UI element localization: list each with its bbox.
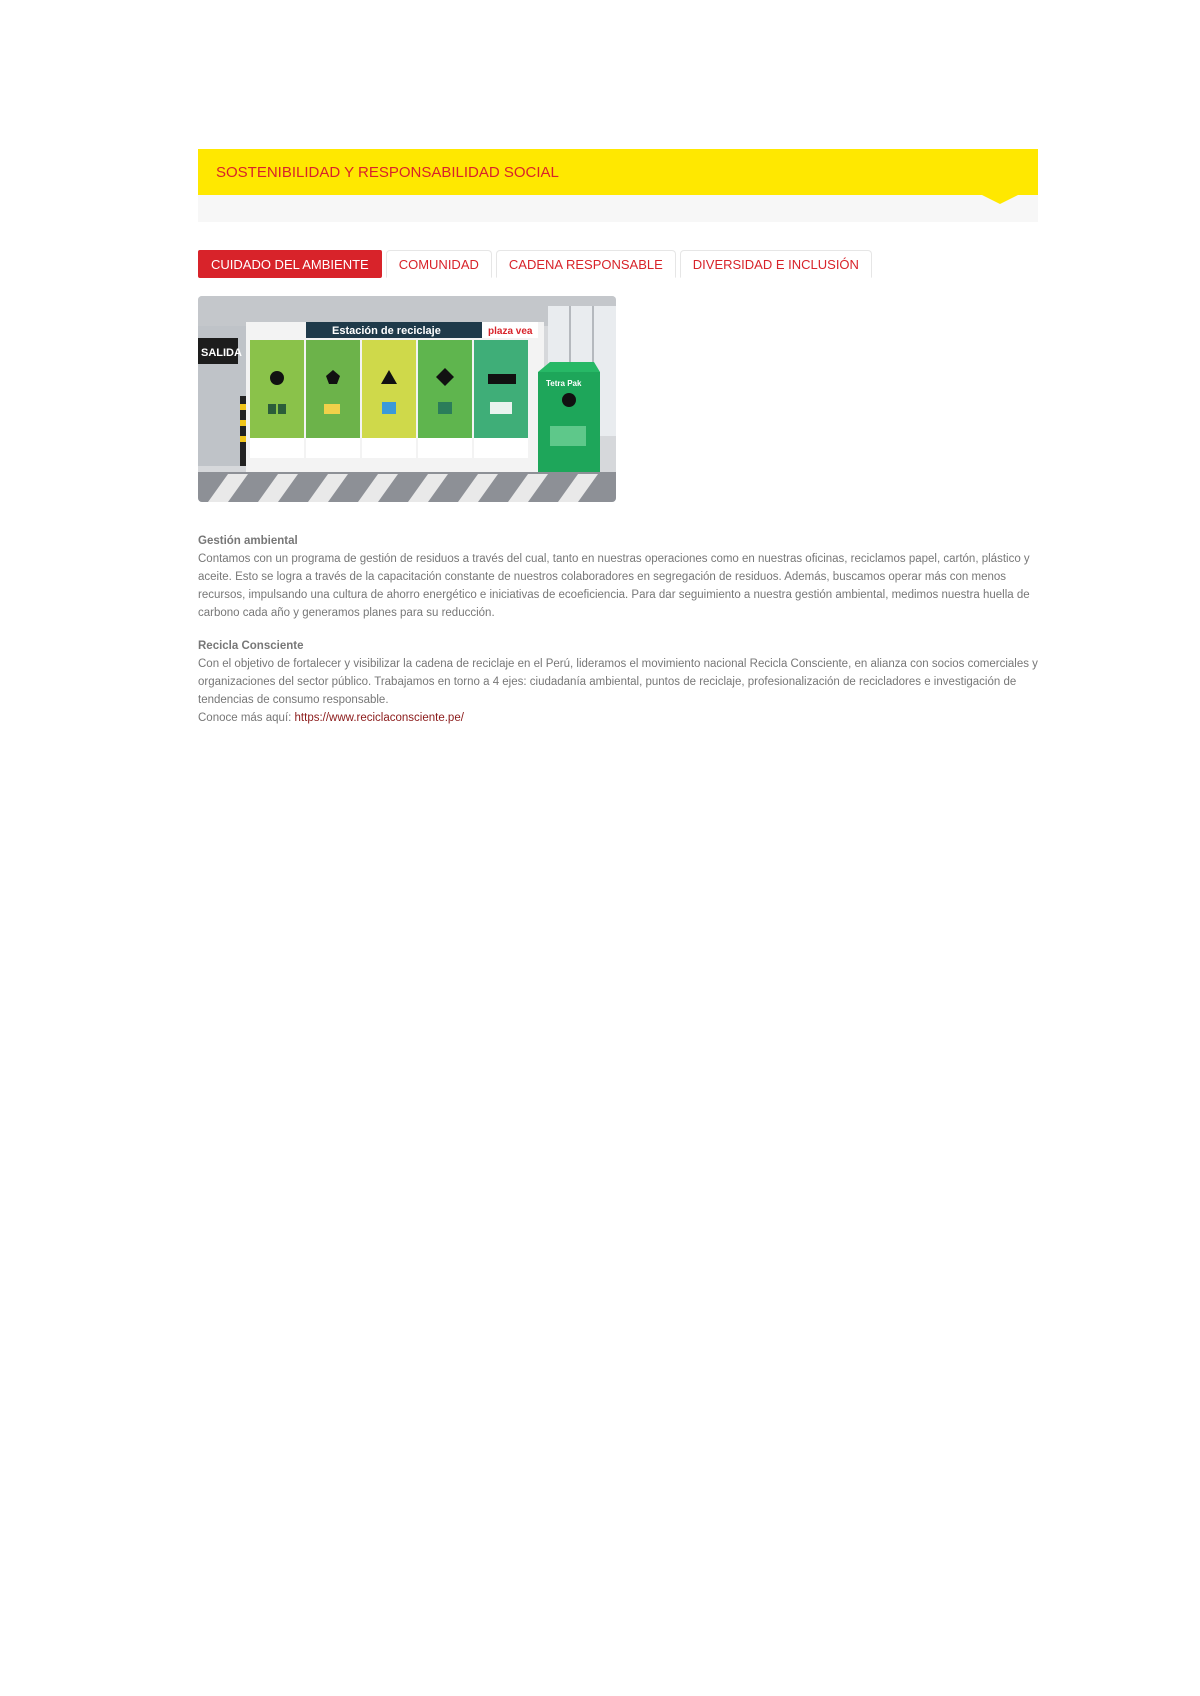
section-gestion-ambiental (198, 535, 1038, 622)
tab-comunidad[interactable]: COMUNIDAD (386, 250, 492, 278)
header-notch (982, 195, 1018, 204)
tab-bar (198, 248, 1038, 278)
more-info-prefix: Conoce más aquí: (198, 712, 295, 724)
content-area (198, 535, 1038, 727)
brand-sign-text: plaza vea (488, 326, 533, 337)
page-container (198, 149, 1038, 745)
station-sign-text: Estación de reciclaje (332, 325, 441, 337)
section-title: Gestión ambiental (198, 535, 298, 547)
tab-cuidado-del-ambiente[interactable]: CUIDADO DEL AMBIENTE (198, 250, 382, 278)
tab-diversidad-e-inclusion[interactable]: DIVERSIDAD E INCLUSIÓN (680, 250, 872, 278)
tab-cadena-responsable[interactable]: CADENA RESPONSABLE (496, 250, 676, 278)
section-recicla-consciente (198, 640, 1038, 727)
page-title: SOSTENIBILIDAD Y RESPONSABILIDAD SOCIAL (216, 163, 559, 181)
more-info-line (198, 709, 1038, 727)
header-subbar (198, 195, 1038, 222)
section-title: Recicla Consciente (198, 640, 304, 652)
recycling-station-photo (198, 296, 616, 502)
recicla-consciente-link[interactable]: https://www.reciclaconsciente.pe/ (294, 712, 464, 724)
section-header (198, 149, 1038, 195)
tetra-pak-sign-text: Tetra Pak (546, 379, 582, 388)
section-body: Con el objetivo de fortalecer y visibilizar la cadena de reciclaje en el Perú, lideramos el movimiento nacional Recicla Consciente, en alianza con socios comerciales y organizaciones del sector público. Trabajamos en torno a 4 ejes: ciudadanía ambiental, puntos de reciclaje, profesionalización de recicladores e investigación de tendencias de consumo responsable. (198, 658, 1038, 706)
exit-sign-text: SALIDA (201, 347, 242, 359)
section-body: Contamos con un programa de gestión de residuos a través del cual, tanto en nuestras operaciones como en nuestras oficinas, reciclamos papel, cartón, plástico y aceite. Esto se logra a través de la capacitación constante de nuestros colaboradores en segregación de residuos. Además, buscamos operar más con menos recursos, impulsando una cultura de ahorro energético e iniciativas de ecoeficiencia. Para dar seguimiento a nuestra gestión ambiental, medimos nuestra huella de carbono cada año y generamos planes para su reducción. (198, 553, 1030, 619)
